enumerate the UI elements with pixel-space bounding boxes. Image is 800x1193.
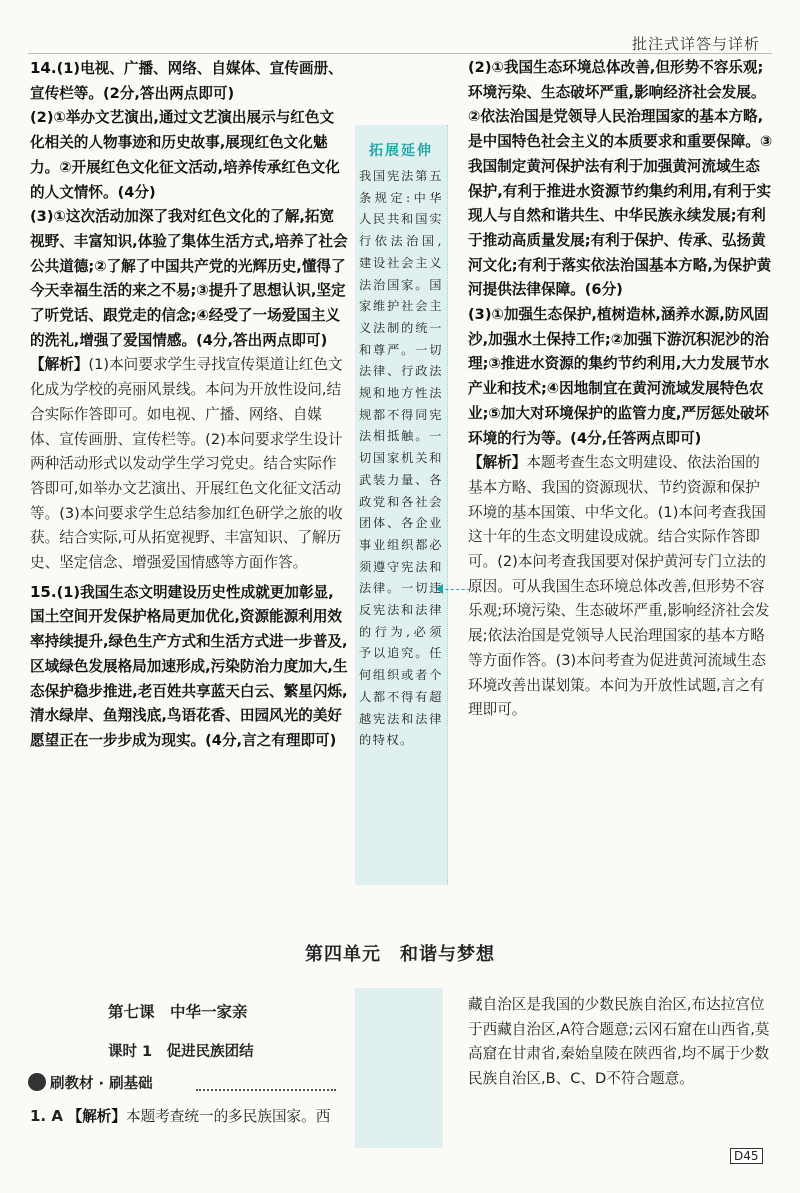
page-header: 批注式详答与详析: [631, 35, 760, 53]
q1-number: 1. A: [30, 1107, 63, 1125]
header-divider: [28, 53, 772, 54]
q15-answer-1: [30, 580, 348, 754]
q14-analysis-text: (1)本问要求学生寻找宣传渠道让红色文化成为学校的亮丽风景线。本问为开放性设问,结合实际作答即可。如电视、广播、网络、自媒体、宣传画册、宣传栏等。(2)本问要求学生设计两种活动形式以发动学生学习党史。结合实际作答即可,如举办文艺演出、开展红色文化征文活动等。(3)本问要求学生总结参加红色研学之旅的收获。结合实际,可从拓宽视野、丰富知识、了解历史、坚定信念、增强爱国情感等方面作答。: [30, 356, 343, 572]
q15-analysis: [468, 451, 774, 723]
page-number: D45: [730, 1148, 763, 1164]
banner-icon: [28, 1073, 46, 1091]
right-column: [468, 56, 774, 723]
q1-continuation: 藏自治区是我国的少数民族自治区,布达拉宫位于西藏自治区,A符合题意;云冈石窟在山西省,莫高窟在甘肃省,秦始皇陵在陕西省,均不属于少数民族自治区,B、C、D不符合题意。: [468, 996, 770, 1088]
banner-divider: [196, 1089, 336, 1091]
banner-label: 刷教材 · 刷基础: [50, 1076, 153, 1092]
q14-analysis: [30, 353, 348, 575]
q15-analysis-text: 本题考查生态文明建设、依法治国的基本方略、我国的资源现状、节约资源和保护环境的基本国策、中华文化。(1)本问考查我国这十年的生态文明建设成就。结合实际作答即可。(2)本问考查我国要对保护黄河专门立法的原因。可从我国生态环境总体改善,但形势不容乐观;环境污染、生态破坏严重,影响经济社会发展;依法治国是党领导人民治理国家的基本方略等方面作答。(3)本问考查为促进黄河流域生态环境改善出谋划策。本问为开放性试题,言之有理即可。: [468, 454, 770, 719]
q14-answer-1: [30, 56, 348, 106]
q15-answer-2: (2)①我国生态环境总体改善,但形势不容乐观;环境污染、生态破坏严重,影响经济社会发展。②依法治国是党领导人民治理国家的基本方略,是中国特色社会主义的本质要求和重要保障。③我国制定黄河保护法有利于加强黄河流域生态保护,有利于推进水资源节约集约利用,有利于实现人与自然和谐共生、中华民族永续发展;有利于推动高质量发展;有利于保护、传承、弘扬黄河文化;有利于落实依法治国基本方略,为保护黄河提供法律保障。(6分): [468, 59, 773, 299]
left-column: [30, 56, 348, 754]
unit-title: 第四单元 和谐与梦想: [305, 944, 495, 965]
q1-text: 本题考查统一的多民族国家。西: [126, 1108, 331, 1125]
extension-text: 我国宪法第五条规定:中华人民共和国实行依法治国,建设社会主义法治国家。国家维护社会主义法制的统一和尊严。一切法律、行政法规和地方性法规都不得同宪法相抵触。一切国家机关和武装力量、各政党和各社会团体、各企业事业组织都必须遵守宪法和法律。一切违反宪法和法律的行为,必须予以追究。任何组织或者个人都不得有超越宪法和法律的特权。: [359, 169, 443, 748]
q14-answer-3: (3)①这次活动加深了我对红色文化的了解,拓宽视野、丰富知识,体验了集体生活方式,培养了社会公共道德;②了解了中国共产党的光辉历史,懂得了今天幸福生活的来之不易;③提升了思想认识,坚定了听党话、跟党走的信念;④经受了一场爱国主义的洗礼,增强了爱国情感。(4分,答出两点即可): [30, 208, 348, 349]
q14-analysis-label: 【解析】: [30, 356, 89, 374]
lesson-title: 第七课 中华一家亲: [108, 1003, 248, 1021]
pointer-arrow-icon: [436, 584, 443, 594]
q15-answer-3: (3)①加强生态保护,植树造林,涵养水源,防风固沙,加强水土保持工作;②加强下游沉积泥沙的治理;③推进水资源的集约节约利用,大力发展节水产业和技术;④因地制宜在黄河流域发展特色农业;⑤加大对环境保护的监管力度,严厉惩处破坏环境的行为等。(4分,任答两点即可): [468, 306, 770, 447]
pointer-line: [440, 589, 470, 590]
q14-number: 14.: [30, 59, 57, 77]
q15-a1-text: (1)我国生态文明建设历史性成就更加彰显,国土空间开发保护格局更加优化,资源能源利用效率持续提升,绿色生产方式和生活方式进一步普及,区域绿色发展格局加速形成,污染防治力度加大,生态保护稳步推进,老百姓共享蓝天白云、繁星闪烁,清水绿岸、鱼翔浅底,鸟语花香、田园风光的美好愿望正在一步步成为现实。(4分,言之有理即可): [30, 583, 348, 749]
q1-answer: [30, 1104, 348, 1129]
q15-analysis-label: 【解析】: [468, 454, 527, 472]
section-banner: [28, 1072, 153, 1093]
q15-number: 15.: [30, 582, 57, 601]
q14-answer-2: (2)①举办文艺演出,通过文艺演出展示与红色文化相关的人物事迹和历史故事,展现红色文化魅力。②开展红色文化征文活动,培养传承红色文化的人文情怀。(4分): [30, 109, 340, 201]
q1-analysis-label: 【解析】: [67, 1108, 126, 1125]
extension-title: 拓展延伸: [369, 143, 433, 159]
q14-a1-text: (1)电视、广播、网络、自媒体、宣传画册、宣传栏等。(2分,答出两点即可): [30, 60, 343, 102]
lower-sidebar: [355, 988, 443, 1148]
session-title: 课时 1 促进民族团结: [108, 1044, 254, 1060]
